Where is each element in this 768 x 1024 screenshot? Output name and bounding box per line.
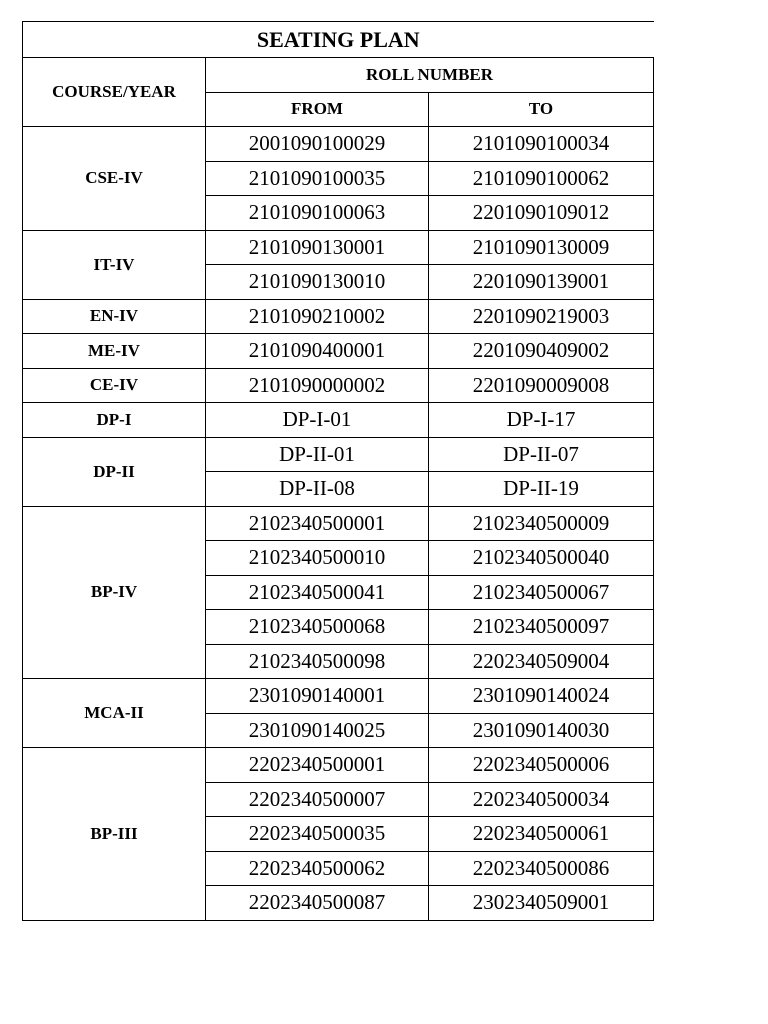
- roll-from-cell: 2301090140025: [206, 713, 429, 748]
- roll-to-cell: 2201090409002: [429, 334, 654, 369]
- roll-to-cell: 2102340500009: [429, 506, 654, 541]
- roll-to-cell: 2202340500061: [429, 817, 654, 852]
- course-cell: DP-I: [23, 403, 206, 438]
- roll-to-cell: 2102340500040: [429, 541, 654, 576]
- roll-to-cell: 2101090100062: [429, 161, 654, 196]
- title-row: [23, 22, 654, 58]
- seating-plan-table: [22, 21, 654, 921]
- roll-from-cell: 2102340500068: [206, 610, 429, 645]
- seating-plan-body: [23, 127, 654, 921]
- roll-from-cell: 2202340500001: [206, 748, 429, 783]
- roll-from-cell: 2102340500098: [206, 644, 429, 679]
- table-row: [23, 403, 654, 438]
- roll-from-cell: 2101090130010: [206, 265, 429, 300]
- roll-to-cell: 2201090109012: [429, 196, 654, 231]
- roll-to-cell: 2102340500097: [429, 610, 654, 645]
- roll-from-cell: 2202340500062: [206, 851, 429, 886]
- roll-to-cell: 2202340509004: [429, 644, 654, 679]
- roll-from-cell: 2301090140001: [206, 679, 429, 714]
- table-row: [23, 437, 654, 472]
- roll-to-cell: 2202340500034: [429, 782, 654, 817]
- roll-to-cell: 2301090140024: [429, 679, 654, 714]
- roll-to-cell: DP-II-07: [429, 437, 654, 472]
- table-row: [23, 334, 654, 369]
- course-cell: BP-IV: [23, 506, 206, 679]
- roll-from-cell: DP-II-01: [206, 437, 429, 472]
- roll-to-cell: 2101090100034: [429, 127, 654, 162]
- course-cell: BP-III: [23, 748, 206, 921]
- roll-to-cell: 2302340509001: [429, 886, 654, 921]
- roll-to-cell: 2201090139001: [429, 265, 654, 300]
- roll-from-cell: 2102340500010: [206, 541, 429, 576]
- roll-from-cell: 2101090210002: [206, 299, 429, 334]
- roll-to-cell: DP-I-17: [429, 403, 654, 438]
- roll-from-cell: DP-I-01: [206, 403, 429, 438]
- roll-to-cell: DP-II-19: [429, 472, 654, 507]
- course-cell: MCA-II: [23, 679, 206, 748]
- table-row: [23, 127, 654, 162]
- from-header: FROM: [206, 92, 429, 127]
- roll-to-cell: 2101090130009: [429, 230, 654, 265]
- roll-from-cell: DP-II-08: [206, 472, 429, 507]
- roll-to-cell: 2102340500067: [429, 575, 654, 610]
- roll-number-header: ROLL NUMBER: [206, 58, 654, 93]
- header-row: [23, 58, 654, 93]
- roll-to-cell: 2301090140030: [429, 713, 654, 748]
- roll-from-cell: 2102340500041: [206, 575, 429, 610]
- roll-from-cell: 2101090100035: [206, 161, 429, 196]
- to-header: TO: [429, 92, 654, 127]
- course-cell: IT-IV: [23, 230, 206, 299]
- table-row: [23, 368, 654, 403]
- course-cell: CSE-IV: [23, 127, 206, 231]
- table-row: [23, 230, 654, 265]
- roll-from-cell: 2101090400001: [206, 334, 429, 369]
- roll-to-cell: 2201090219003: [429, 299, 654, 334]
- table-row: [23, 679, 654, 714]
- page-title: SEATING PLAN: [23, 22, 654, 58]
- roll-to-cell: 2202340500006: [429, 748, 654, 783]
- roll-to-cell: 2201090009008: [429, 368, 654, 403]
- course-cell: DP-II: [23, 437, 206, 506]
- roll-from-cell: 2202340500035: [206, 817, 429, 852]
- table-row: [23, 748, 654, 783]
- roll-from-cell: 2102340500001: [206, 506, 429, 541]
- roll-from-cell: 2101090130001: [206, 230, 429, 265]
- roll-from-cell: 2001090100029: [206, 127, 429, 162]
- seating-plan-sheet: [22, 21, 654, 921]
- course-cell: ME-IV: [23, 334, 206, 369]
- course-year-header: COURSE/YEAR: [23, 58, 206, 127]
- roll-from-cell: 2202340500087: [206, 886, 429, 921]
- roll-from-cell: 2202340500007: [206, 782, 429, 817]
- table-row: [23, 506, 654, 541]
- course-cell: EN-IV: [23, 299, 206, 334]
- roll-from-cell: 2101090100063: [206, 196, 429, 231]
- table-row: [23, 299, 654, 334]
- roll-from-cell: 2101090000002: [206, 368, 429, 403]
- roll-to-cell: 2202340500086: [429, 851, 654, 886]
- course-cell: CE-IV: [23, 368, 206, 403]
